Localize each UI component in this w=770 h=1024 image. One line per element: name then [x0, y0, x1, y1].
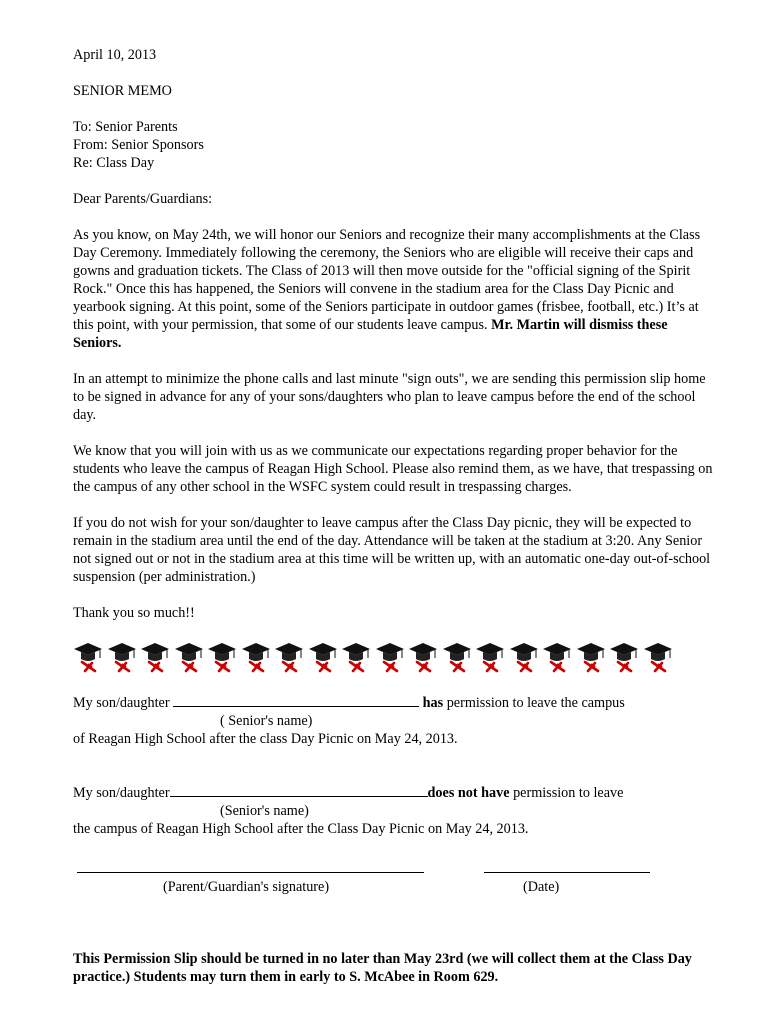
graduation-cap-icon	[140, 640, 170, 674]
graduation-cap-icon	[408, 640, 438, 674]
graduation-cap-icon	[375, 640, 405, 674]
thanks-line: Thank you so much!!	[73, 605, 195, 621]
slip1-bold: has	[422, 695, 444, 711]
graduation-cap-icon	[241, 640, 271, 674]
memo-re: Re: Class Day	[73, 155, 155, 171]
graduation-cap-icon	[643, 640, 673, 674]
graduation-cap-icon	[274, 640, 304, 674]
permission-slip-does-not-have	[73, 784, 713, 838]
slip1-line2: of Reagan High School after the class Day Picnic on May 24, 2013.	[73, 731, 458, 747]
graduation-cap-icon	[542, 640, 572, 674]
memo-date: April 10, 2013	[73, 47, 157, 63]
signature-line[interactable]	[77, 872, 424, 873]
memo-from: From: Senior Sponsors	[73, 137, 204, 153]
senior-name-line-1[interactable]	[173, 694, 419, 707]
graduation-cap-icon	[308, 640, 338, 674]
memo-title: SENIOR MEMO	[73, 83, 172, 99]
slip2-line2: the campus of Reagan High School after the Class Day Picnic on May 24, 2013.	[73, 821, 529, 837]
memo-page	[73, 46, 713, 986]
paragraph-1-text: As you know, on May 24th, we will honor our Seniors and recognize their many accomplishments at the Class Day Ceremony. Immediately following the ceremony, the Seniors who are eligible will receive their caps and gowns and graduation tickets. The Class of 2013 will then move outside for the "official signing of the Spirit Rock." Once this has happened, the Seniors will convene in the stadium area for the Class Day Picnic and yearbook signing. At this point, some of the Seniors participate in outdoor games (frisbee, football, etc.) It’s at this point, with your permission, that some of our students leave campus.	[73, 227, 701, 333]
graduation-cap-icon	[442, 640, 472, 674]
slip1-sub: ( Senior's name)	[220, 713, 313, 729]
graduation-cap-icon	[576, 640, 606, 674]
graduation-cap-icon	[73, 640, 103, 674]
footer-note: This Permission Slip should be turned in no later than May 23rd (we will collect them at the Class Day practice.) Students may turn them in early to S. McAbee in Room 629.	[73, 951, 692, 985]
paragraph-4: If you do not wish for your son/daughter to leave campus after the Class Day picnic, they will be expected to remain in the stadium area until the end of the day. Attendance will be taken at the stadium at 3:20. Any Senior not signed out or not in the stadium area at this time will be written up, with an automatic one-day out-of-school suspension (per administration.)	[73, 515, 711, 585]
memo-to: To: Senior Parents	[73, 119, 178, 135]
graduation-cap-icon	[509, 640, 539, 674]
senior-name-line-2[interactable]	[170, 784, 428, 797]
graduation-cap-icon	[107, 640, 137, 674]
paragraph-2: In an attempt to minimize the phone calls and last minute "sign outs", we are sending this permission slip home to be signed in advance for any of your sons/daughters who plan to leave campus before the end of the school day.	[73, 371, 706, 423]
slip1-suffix: permission to leave the campus	[443, 695, 625, 711]
permission-slip-has	[73, 694, 713, 748]
paragraph-3: We know that you will join with us as we communicate our expectations regarding proper behavior for the students who leave the campus of Reagan High School. Please also remind them, as we have, that trespassing on the campus of any other school in the WSFC system could result in trespassing charges.	[73, 443, 713, 495]
graduation-cap-icon	[207, 640, 237, 674]
slip2-sub: (Senior's name)	[220, 803, 309, 819]
salutation: Dear Parents/Guardians:	[73, 191, 213, 207]
slip2-prefix: My son/daughter	[73, 785, 170, 801]
signature-label: (Parent/Guardian's signature)	[163, 879, 330, 895]
slip2-suffix: permission to leave	[509, 785, 624, 801]
date-line[interactable]	[484, 872, 650, 873]
graduation-cap-icon	[609, 640, 639, 674]
signature-area	[73, 860, 713, 900]
paragraph-1-bold: Mr. Martin will dismiss these Seniors.	[73, 317, 668, 351]
paragraph-1	[73, 226, 713, 352]
date-label: (Date)	[523, 879, 560, 895]
slip1-prefix: My son/daughter	[73, 695, 174, 711]
slip2-bold: does not have	[427, 785, 510, 801]
graduation-cap-row	[73, 640, 713, 680]
graduation-cap-icon	[174, 640, 204, 674]
graduation-cap-icon	[341, 640, 371, 674]
graduation-cap-icon	[475, 640, 505, 674]
